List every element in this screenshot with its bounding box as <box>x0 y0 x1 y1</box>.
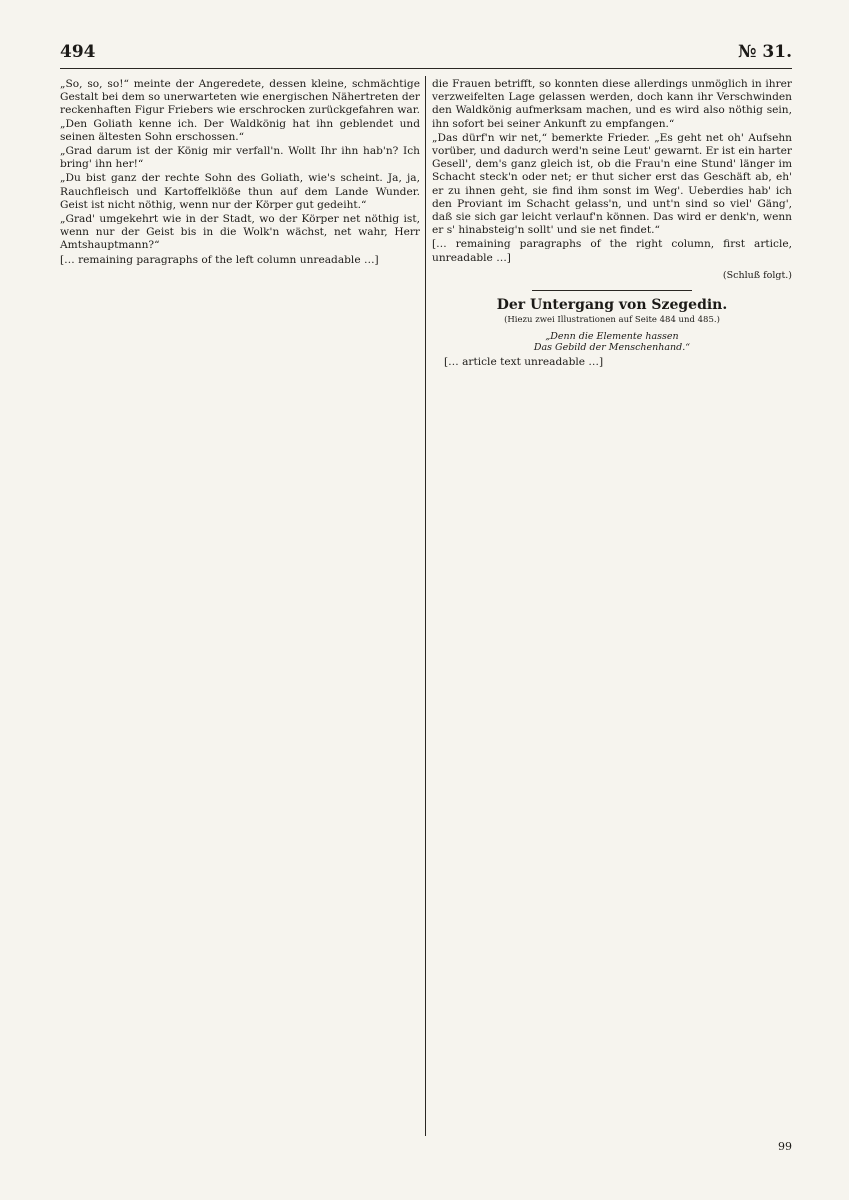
article-title: Der Untergang von Szegedin. <box>496 297 728 314</box>
column-divider <box>425 76 426 1136</box>
story-continuation <box>432 78 792 265</box>
page-number: 494 <box>60 42 96 62</box>
paragraph: „Grad darum ist der König mir verfall'n. Wollt Ihr ihn hab'n? Ich bring' ihn her!“ <box>60 145 420 171</box>
article-subtitle: (Hiezu zwei Illustrationen auf Seite 484 und 485.) <box>504 315 720 326</box>
epigraph-line: Das Gebild der Menschenhand.“ <box>533 342 691 354</box>
epigraph-line: „Denn die Elemente hassen <box>545 331 679 343</box>
paragraph: [… remaining paragraphs of the left column unreadable …] <box>60 253 379 266</box>
paragraph: „Grad' umgekehrt wie in der Stadt, wo der Körper net nöthig ist, wenn nur der Geist bis in die Wolk'n wächst, net wahr, Herr Amtshauptmann?“ <box>60 213 420 252</box>
page-header <box>60 38 792 69</box>
epigraph <box>432 331 792 353</box>
paragraph: [… article text unreadable …] <box>444 356 604 369</box>
paragraph: „So, so, so!“ meinte der Angeredete, dessen kleine, schmächtige Gestalt bei dem so unerwarteten wie energischen Nähertreten der reckenhaften Figur Friebers wie erschrocken zurückgefahren war. „Den Goliath kenne ich. Der Waldkönig hat ihn geblendet und seinen ältesten Sohn erschossen.“ <box>60 78 420 143</box>
paragraph: „Das dürf'n wir net,“ bemerkte Frieder. „Es geht net oh' Aufsehn vorüber, und dadurch werd'n seine Leut' gewarnt. Er ist ein harter Gesell', dem's ganz gleich ist, ob die Frau'n eine Stund' länger im Schacht steck'n oder net; er thut sicher erst das Geschäft ab, eh' er zu ihnen geht, sie find ihm sonst im Weg'. Ueberdies hab' ich den Proviant im Schacht gelass'n, und unt'n sind so viel' Gäng', daß sie sich gar leicht verlauf'n können. Das wird er denk'n, wenn er s' hinabsteig'n sollt' und sie net findet.“ <box>432 131 792 237</box>
section-rule <box>532 290 692 291</box>
footer-number: 99 <box>778 1140 792 1153</box>
paragraph: [… remaining paragraphs of the right column, first article, unreadable …] <box>432 238 792 264</box>
article-body <box>432 356 792 369</box>
paragraph: „Du bist ganz der rechte Sohn des Goliath, wie's scheint. Ja, ja, Rauchfleisch und Kartoffelklöße thun auf dem Lande Wunder. Geist ist nicht nöthig, wenn nur der Körper gut gedeiht.“ <box>60 172 420 211</box>
right-column <box>432 78 792 371</box>
left-column <box>60 78 420 268</box>
continuation-note: (Schluß folgt.) <box>722 269 792 281</box>
paragraph: die Frauen betrifft, so konnten diese allerdings unmöglich in ihrer verzweifelten Lage gelassen werden, doch kann ihr Verschwinden den Waldkönig aufmerksam machen, und es wird also nöthig sein, ihn sofort bei seiner Ankunft zu empfangen.“ <box>432 78 792 130</box>
issue-number: № 31. <box>738 42 792 62</box>
